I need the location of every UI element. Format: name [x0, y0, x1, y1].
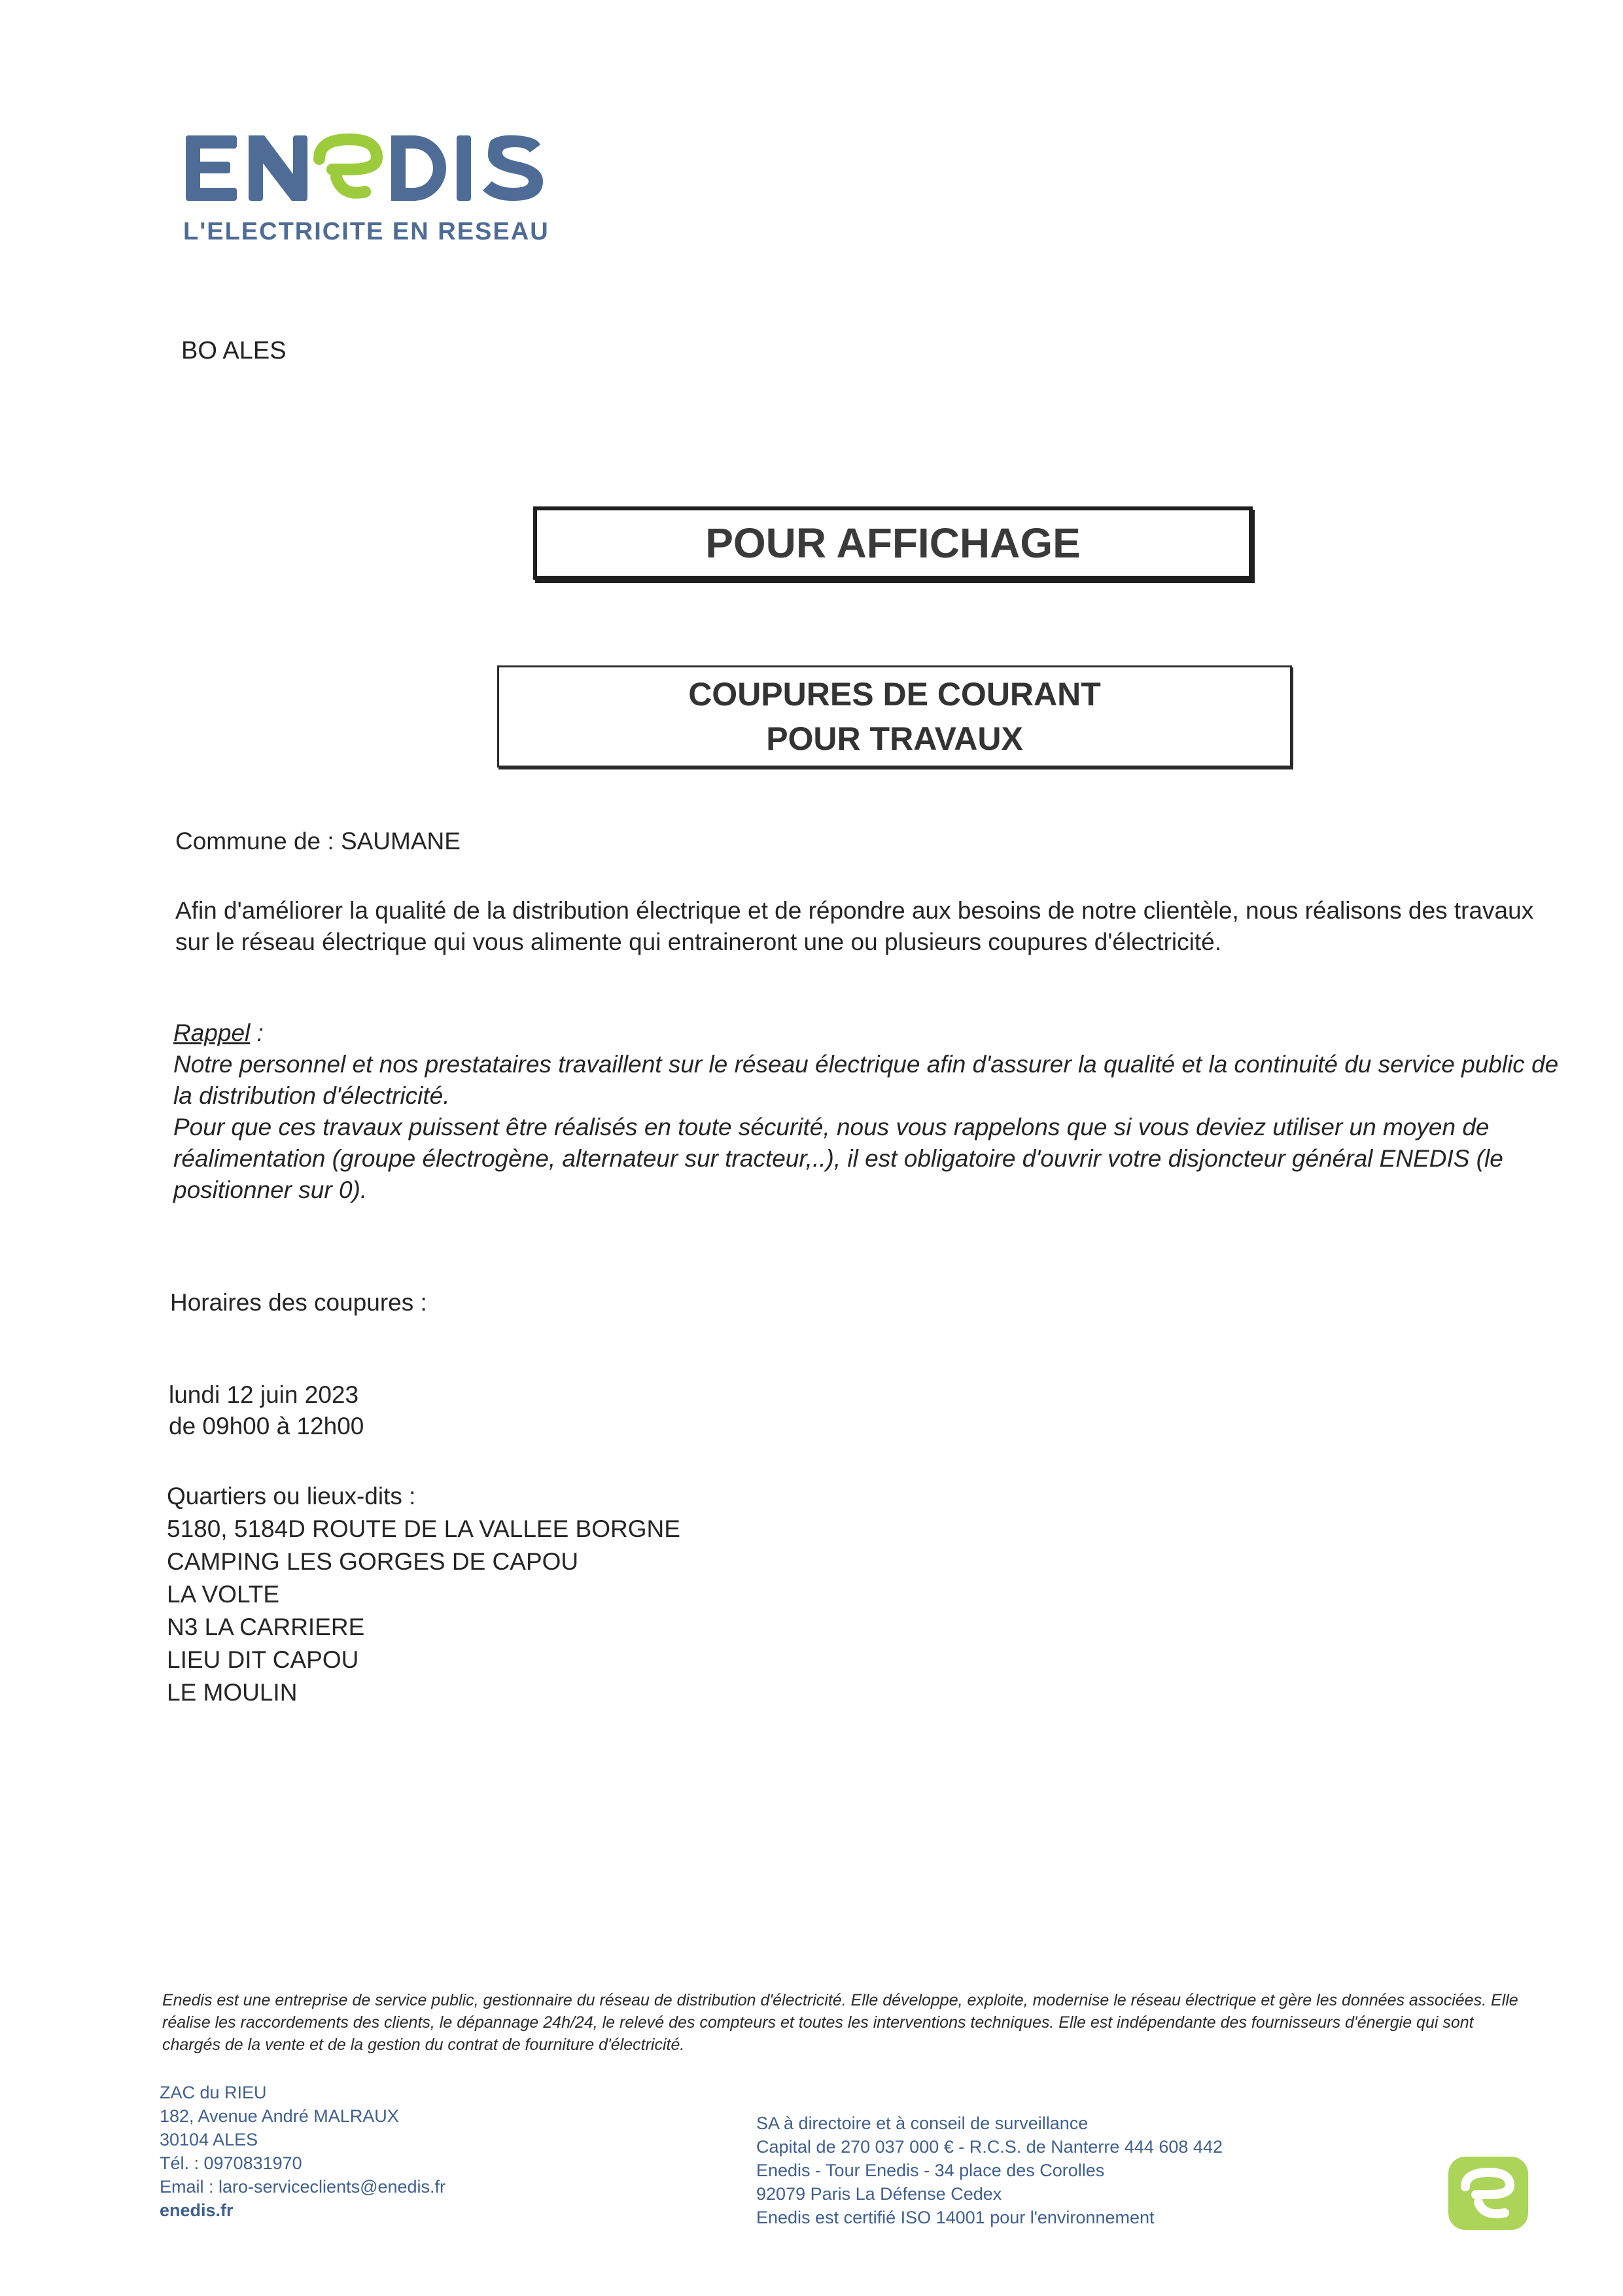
address-line-2: 182, Avenue André MALRAUX	[160, 2106, 399, 2126]
places-list	[167, 1480, 680, 1709]
reminder-paragraph-1: Notre personnel et nos prestataires travaillent sur le réseau électrique afin d'assurer la qualité et la continuité du service public de la distribution d'électricité.	[173, 1051, 1559, 1109]
subject-box	[497, 665, 1292, 768]
place-item: LA VOLTE	[167, 1581, 280, 1608]
enedis-logo-mark	[183, 121, 550, 213]
legal-line-2: Capital de 270 037 000 € - R.C.S. de Nanterre 444 608 442	[756, 2137, 1223, 2157]
subject-line-2: POUR TRAVAUX	[766, 720, 1023, 757]
reminder-section	[173, 1017, 1573, 1206]
subject-line-1: COUPURES DE COURANT	[688, 676, 1101, 713]
legal-line-4: 92079 Paris La Défense Cedex	[756, 2184, 1002, 2204]
reminder-heading	[173, 1017, 1573, 1049]
place-item: N3 LA CARRIERE	[167, 1614, 365, 1640]
address-line-3: 30104 ALES	[160, 2130, 258, 2149]
reminder-title-suffix: :	[250, 1019, 264, 1046]
place-item: LIEU DIT CAPOU	[167, 1646, 359, 1673]
commune-label: Commune de : SAUMANE	[175, 828, 461, 855]
office-address	[160, 2081, 445, 2222]
enedis-logo	[183, 121, 550, 252]
address-line-1: ZAC du RIEU	[160, 2083, 267, 2102]
place-item: CAMPING LES GORGES DE CAPOU	[167, 1548, 579, 1575]
display-banner-text: POUR AFFICHAGE	[705, 520, 1081, 567]
logo-tagline: L'ELECTRICITE EN RESEAU	[183, 218, 550, 245]
reminder-paragraph-2: Pour que ces travaux puissent être réalisés en toute sécurité, nous vous rappelons que si vous deviez utiliser un moyen de réalimentation (groupe électrogène, alternateur sur tracteur,..), il est obligatoire d'ouvrir votre disjoncteur général ENEDIS (le positionner sur 0).	[173, 1114, 1503, 1203]
website-link[interactable]: enedis.fr	[160, 2200, 234, 2220]
schedule-block	[169, 1379, 364, 1442]
places-label: Quartiers ou lieux-dits :	[167, 1483, 416, 1510]
outage-time: de 09h00 à 12h00	[169, 1413, 364, 1439]
outage-date: lundi 12 juin 2023	[169, 1381, 359, 1408]
legal-info	[756, 2111, 1223, 2229]
schedule-label: Horaires des coupures :	[170, 1289, 427, 1316]
legal-line-1: SA à directoire et à conseil de surveillance	[756, 2113, 1089, 2133]
place-item: LE MOULIN	[167, 1679, 298, 1706]
office-name: BO ALES	[181, 337, 287, 364]
enedis-e-icon	[1446, 2154, 1531, 2233]
legal-line-5: Enedis est certifié ISO 14001 pour l'environnement	[756, 2208, 1155, 2227]
company-disclaimer: Enedis est une entreprise de service public, gestionnaire du réseau de distribution d'électricité. Elle développe, exploite, modernise le réseau électrique et gère les données associées. Elle réalise les raccordements des clients, le dépannage 24h/24, le relevé des compteurs et toutes les interventions techniques. Elle est indépendante des fournisseurs d'énergie qui sont chargés de la vente et de la gestion du contrat de fourniture d'électricité.	[162, 1991, 1518, 2054]
reminder-title: Rappel	[173, 1019, 251, 1046]
legal-line-3: Enedis - Tour Enedis - 34 place des Corolles	[756, 2161, 1105, 2180]
display-banner	[533, 506, 1253, 580]
email-address[interactable]: Email : laro-serviceclients@enedis.fr	[160, 2177, 446, 2197]
phone-number: Tél. : 0970831970	[160, 2153, 302, 2173]
place-item: 5180, 5184D ROUTE DE LA VALLEE BORGNE	[167, 1515, 680, 1542]
intro-paragraph: Afin d'améliorer la qualité de la distribution électrique et de répondre aux besoins de notre clientèle, nous réalisons des travaux sur le réseau électrique qui vous alimente qui entraineront une ou plusieurs coupures d'électricité.	[175, 897, 1534, 955]
